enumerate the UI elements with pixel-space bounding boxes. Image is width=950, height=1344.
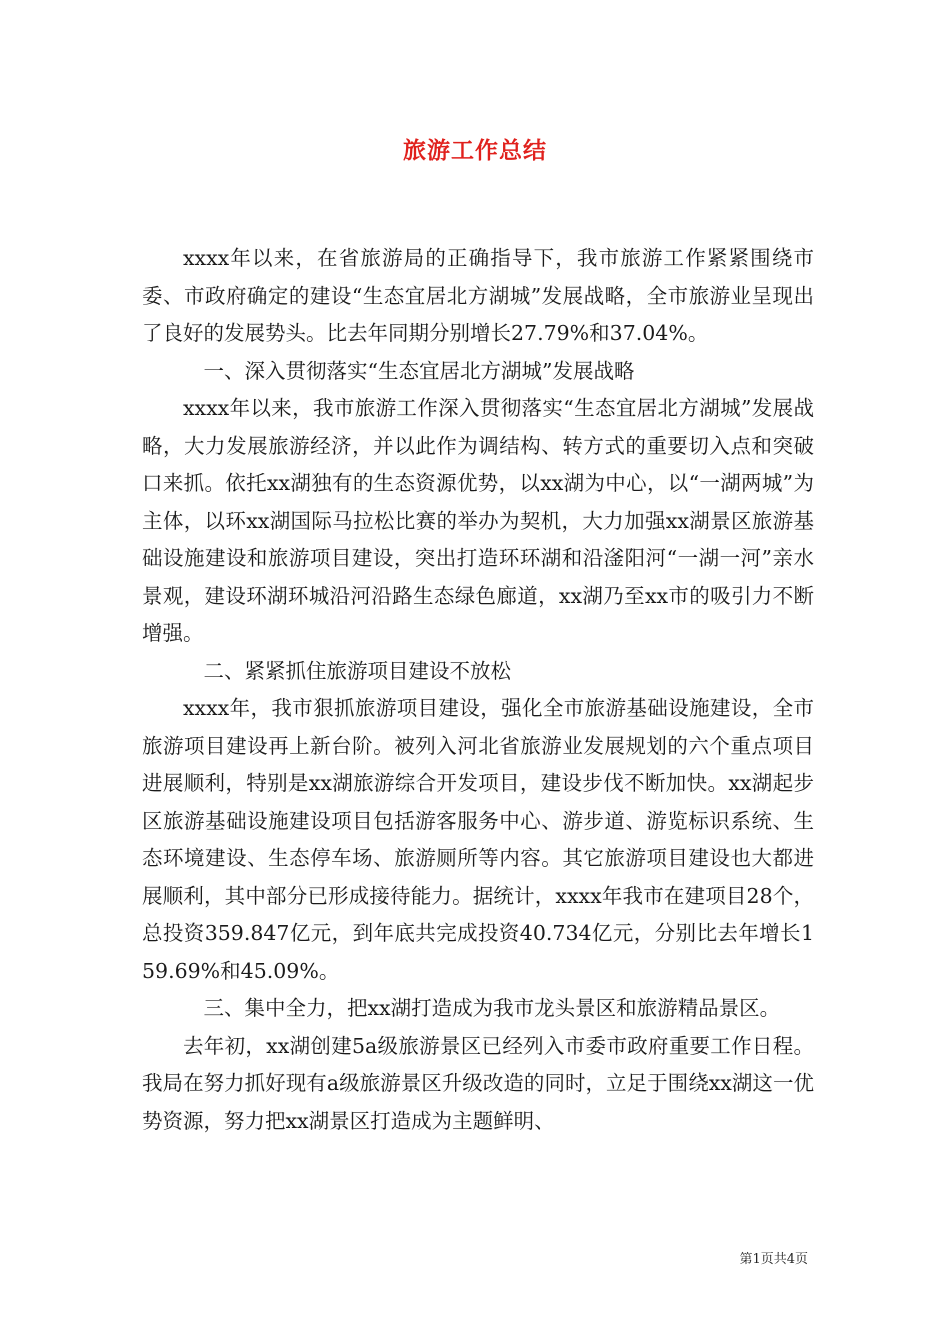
section-paragraph-1: xxxx年以来，我市旅游工作深入贯彻落实“生态宜居北方湖城”发展战略，大力发展旅游经济，并以此作为调结构、转方式的重要切入点和突破口来抓。依托xx湖独有的生态资源优势，以xx湖为中心，以“一湖两城”为主体，以环xx湖国际马拉松比赛的举办为契机，大力加强xx湖景区旅游基础设施建设和旅游项目建设，突出打造环环湖和沿滏阳河“一湖一河”亲水景观，建设环湖环城沿河沿路生态绿色廊道，xx湖乃至xx市的吸引力不断增强。 — [142, 396, 814, 645]
section-heading-1: 一、深入贯彻落实“生态宜居北方湖城”发展战略 — [203, 358, 635, 383]
section-paragraph-2: xxxx年，我市狠抓旅游项目建设，强化全市旅游基础设施建设，全市旅游项目建设再上新台阶。被列入河北省旅游业发展规划的六个重点项目进展顺利，特别是xx湖旅游综合开发项目，建设步伐不断加快。xx湖起步区旅游基础设施建设项目包括游客服务中心、游步道、游览标识系统、生态环境建设、生态停车场、旅游厕所等内容。其它旅游项目建设也大都进展顺利，其中部分已形成接待能力。据统计，xxxx年我市在建项目28个，总投资359.847亿元，到年底共完成投资40.734亿元，分别比去年增长159.69%和45.09%。 — [142, 696, 814, 983]
document-title: 旅游工作总结 — [403, 137, 547, 164]
intro-paragraph: xxxx年以来，在省旅游局的正确指导下，我市旅游工作紧紧围绕市委、市政府确定的建设“生态宜居北方湖城”发展战略，全市旅游业呈现出了良好的发展势头。比去年同期分别增长27.79%和37.04%。 — [142, 246, 814, 345]
document-body — [142, 240, 814, 1140]
section-heading-2: 二、紧紧抓住旅游项目建设不放松 — [203, 658, 511, 683]
section-paragraph-3: 去年初，xx湖创建5a级旅游景区已经列入市委市政府重要工作日程。我局在努力抓好现有a级旅游景区升级改造的同时，立足于围绕xx湖这一优势资源，努力把xx湖景区打造成为主题鲜明、 — [142, 1033, 814, 1133]
section-heading-3: 三、集中全力，把xx湖打造成为我市龙头景区和旅游精品景区。 — [203, 996, 781, 1020]
page-number-footer: 第1页共4页 — [739, 1252, 808, 1267]
